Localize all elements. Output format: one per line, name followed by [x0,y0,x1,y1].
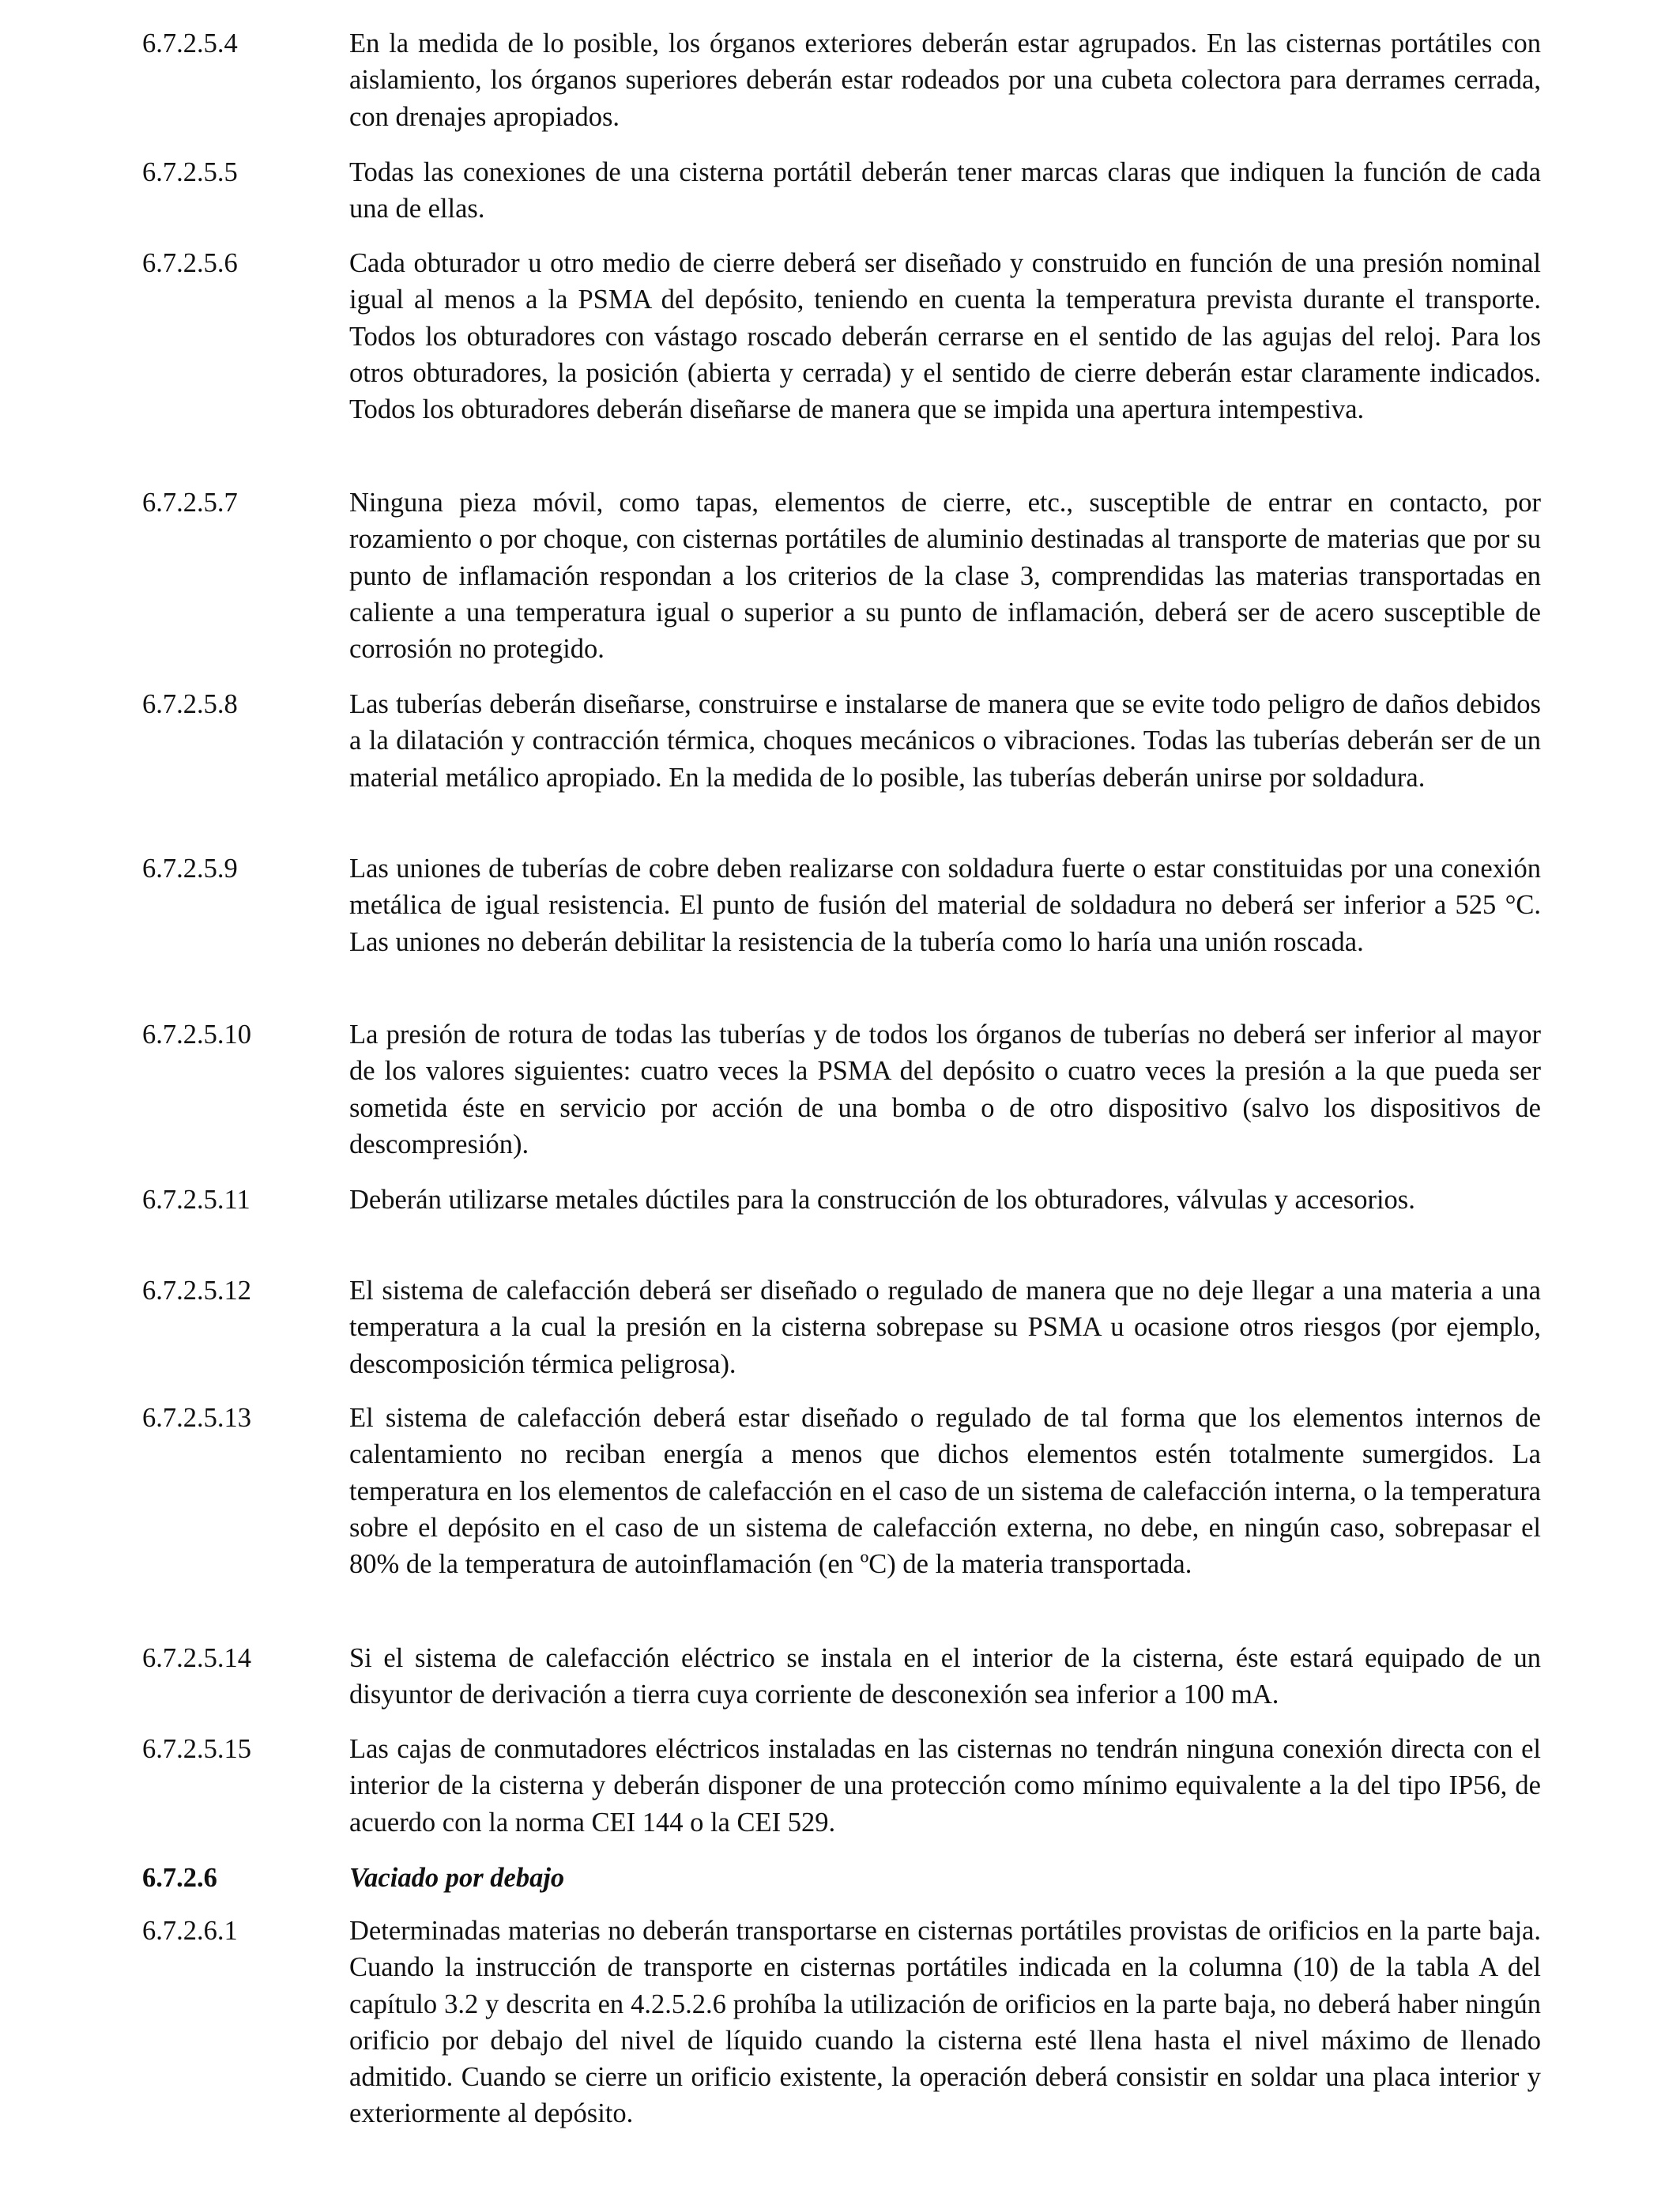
section-text: Las uniones de tuberías de cobre deben realizarse con soldadura fuerte o estar constituidas por una conexión metálica de igual resistencia. El punto de fusión del material de soldadura no deberá ser inferior a 525 °C. Las uniones no deberán debilitar la resistencia de la tubería como lo haría una unión roscada. [349,854,1541,957]
section-number: 6.7.2.5.12 [142,1276,251,1306]
section-number: 6.7.2.5.4 [142,28,238,58]
section-text: Deberán utilizarse metales dúctiles para la construcción de los obturadores, válvulas y accesorios. [349,1185,1415,1215]
section-text: En la medida de lo posible, los órganos exteriores deberán estar agrupados. En las cisternas portátiles con aislamiento, los órganos superiores deberán estar rodeados por una cubeta colectora para derrames cerrada, con drenajes apropiados. [349,28,1541,132]
section-number: 6.7.2.5.14 [142,1643,251,1673]
section-text: La presión de rotura de todas las tuberías y de todos los órganos de tuberías no deberá ser inferior al mayor de los valores siguientes: cuatro veces la PSMA del depósito o cuatro veces la presión a la que pueda ser sometida éste en servicio por acción de una bomba o de otro dispositivo (salvo los dispositivos de descompresión). [349,1020,1541,1159]
section-number: 6.7.2.5.13 [142,1403,251,1433]
section-number: 6.7.2.6.1 [142,1916,238,1946]
section-number: 6.7.2.5.7 [142,488,238,518]
section-text: Ninguna pieza móvil, como tapas, elementos de cierre, etc., susceptible de entrar en contacto, por rozamiento o por choque, con cisternas portátiles de aluminio destinadas al transporte de materias que por su punto de inflamación respondan a los criterios de la clase 3, comprendidas las materias transportadas en caliente a una temperatura igual o superior a su punto de inflamación, deberá ser de acero susceptible de corrosión no protegido. [349,488,1541,665]
section-number: 6.7.2.5.10 [142,1020,251,1050]
section-number: 6.7.2.5.11 [142,1185,250,1215]
section-text: Todas las conexiones de una cisterna portátil deberán tener marcas claras que indiquen la función de cada una de ellas. [349,157,1541,224]
section-number: 6.7.2.5.15 [142,1734,251,1764]
section-number: 6.7.2.5.6 [142,248,238,278]
section-text: El sistema de calefacción deberá estar diseñado o regulado de tal forma que los elementos internos de calentamiento no reciban energía a menos que dichos elementos estén totalmente sumergidos. La temperatura en los elementos de calefacción en el caso de un sistema de calefacción interna, o la temperatura sobre el depósito en el caso de un sistema de calefacción externa, no debe, en ningún caso, sobrepasar el 80% de la temperatura de autoinflamación (en ºC) de la materia transportada. [349,1403,1541,1580]
heading-number: 6.7.2.6 [142,1863,217,1893]
heading-title: Vaciado por debajo [349,1863,565,1893]
section-number: 6.7.2.5.9 [142,854,238,884]
section-text: Cada obturador u otro medio de cierre deberá ser diseñado y construido en función de una presión nominal igual al menos a la PSMA del depósito, teniendo en cuenta la temperatura prevista durante el transporte. Todos los obturadores con vástago roscado deberán cerrarse en el sentido de las agujas del reloj. Para los otros obturadores, la posición (abierta y cerrada) y el sentido de cierre deberán estar claramente indicados. Todos los obturadores deberán diseñarse de manera que se impida una apertura intempestiva. [349,248,1541,425]
section-number: 6.7.2.5.5 [142,157,238,187]
section-text: Las tuberías deberán diseñarse, construirse e instalarse de manera que se evite todo peligro de daños debidos a la dilatación y contracción térmica, choques mecánicos o vibraciones. Todas las tuberías deberán ser de un material metálico apropiado. En la medida de lo posible, las tuberías deberán unirse por soldadura. [349,689,1541,793]
section-text: Si el sistema de calefacción eléctrico se instala en el interior de la cisterna, éste estará equipado de un disyuntor de derivación a tierra cuya corriente de desconexión sea inferior a 100 mA. [349,1643,1541,1710]
section-number: 6.7.2.5.8 [142,689,238,719]
section-text: Las cajas de conmutadores eléctricos instaladas en las cisternas no tendrán ninguna conexión directa con el interior de la cisterna y deberán disponer de una protección como mínimo equivalente a la del tipo IP56, de acuerdo con la norma CEI 144 o la CEI 529. [349,1734,1541,1838]
section-text: Determinadas materias no deberán transportarse en cisternas portátiles provistas de orificios en la parte baja. Cuando la instrucción de transporte en cisternas portátiles indicada en la columna (10) de la tabla A del capítulo 3.2 y descrita en 4.2.5.2.6 prohíba la utilización de orificios en la parte baja, no deberá haber ningún orificio por debajo del nivel de líquido cuando la cisterna esté llena hasta el nivel máximo de llenado admitido. Cuando se cierre un orificio existente, la operación deberá consistir en soldar una placa interior y exteriormente al depósito. [349,1916,1541,2129]
section-text: El sistema de calefacción deberá ser diseñado o regulado de manera que no deje llegar a una materia a una temperatura a la cual la presión en la cisterna sobrepase su PSMA u ocasione otros riesgos (por ejemplo, descomposición térmica peligrosa). [349,1276,1541,1379]
